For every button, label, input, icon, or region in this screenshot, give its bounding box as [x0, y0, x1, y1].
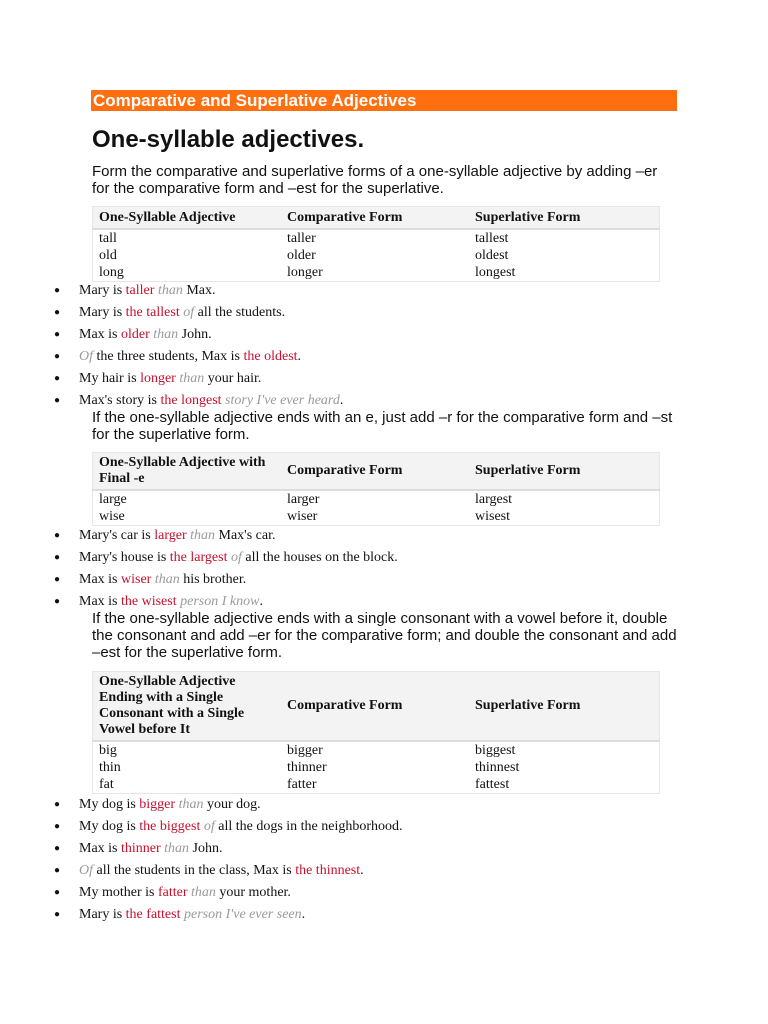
sentence-text: your hair. [204, 371, 262, 386]
bullet-icon: ● [54, 329, 61, 340]
connector-word: story I've ever heard [225, 393, 340, 408]
connector-word: than [157, 283, 183, 298]
adjective-form: the thinnest [295, 863, 361, 878]
table-row: old older oldest [99, 248, 509, 263]
sentence-text: Mary is [79, 283, 126, 298]
table-header: One-Syllable Adjective Ending with a Single Consonant with a Single Vowel before It [93, 672, 282, 742]
sentence-text: My mother is [79, 885, 158, 900]
sentence-text: . [339, 393, 344, 408]
bullet-icon: ● [54, 574, 61, 585]
sentence-text: . [259, 594, 263, 609]
sentence-text: Mary is [79, 907, 126, 922]
adjective-form: taller [125, 283, 155, 298]
adjective-form: the largest [169, 550, 228, 565]
section-banner: Comparative and Superlative Adjectives [91, 90, 677, 111]
bullet-icon: ● [54, 865, 61, 876]
connector-word: than [190, 885, 216, 900]
list-item [0, 794, 403, 816]
sentence-text: all the students in the class, Max is [93, 863, 296, 878]
adjective-form: thinner [121, 841, 161, 856]
bullet-icon: ● [54, 373, 61, 384]
connector-word: than [164, 841, 190, 856]
table-row: thin thinner thinnest [99, 760, 520, 775]
connector-word: Of [79, 349, 93, 364]
sentence-text: John. [189, 841, 223, 856]
bullet-icon: ● [54, 351, 61, 362]
sentence-text: all the dogs in the neighborhood. [214, 819, 403, 834]
list-item [0, 302, 343, 324]
sentence-text: Max is [79, 572, 121, 587]
list-item [0, 368, 343, 390]
sentence-text: your dog. [203, 797, 261, 812]
connector-word: person I've ever seen [183, 907, 302, 922]
table-header: Comparative Form [281, 672, 469, 742]
list-item [0, 569, 398, 591]
connector-word: than [179, 371, 205, 386]
adjective-form: older [121, 327, 150, 342]
connector-word: of [183, 305, 195, 320]
table-header: Superlative Form [469, 453, 660, 491]
sentence-text: . [297, 349, 302, 364]
example-list-1 [0, 280, 343, 412]
list-item [0, 324, 343, 346]
adjective-form: the tallest [125, 305, 180, 320]
double-consonant-paragraph: If the one-syllable adjective ends with a single consonant with a vowel before it, double the consonant and add –er for the comparative form; and double the consonant and add –est for the superlative form. [92, 610, 677, 661]
bullet-icon: ● [54, 530, 61, 541]
adjective-form: the wisest [121, 594, 177, 609]
sentence-text: Mary's house is [79, 550, 170, 565]
adjective-form: the biggest [139, 819, 201, 834]
adjective-form: fatter [157, 885, 188, 900]
connector-word: Of [79, 863, 93, 878]
sentence-text: all the houses on the block. [241, 550, 398, 565]
table-row: large larger largest [99, 492, 513, 507]
table-header: Comparative Form [281, 207, 469, 230]
table-header: One-Syllable Adjective with Final -e [93, 453, 282, 491]
connector-word: than [190, 528, 216, 543]
sentence-text: all the students. [194, 305, 286, 320]
adjective-form: larger [154, 528, 187, 543]
table-header: Superlative Form [469, 672, 660, 742]
connector-word: of [203, 819, 215, 834]
connector-word: than [154, 572, 180, 587]
page-title: One-syllable adjectives. [92, 126, 365, 153]
sentence-text: . [301, 907, 306, 922]
example-list-2 [0, 525, 398, 613]
sentence-text: My hair is [79, 371, 141, 386]
adjective-form: bigger [139, 797, 176, 812]
adjective-form: the oldest [243, 349, 298, 364]
bullet-icon: ● [54, 552, 61, 563]
table-double-consonant [92, 671, 660, 794]
sentence-text: John. [178, 327, 212, 342]
table-header: Superlative Form [469, 207, 660, 230]
list-item [0, 816, 403, 838]
sentence-text: Max is [79, 327, 121, 342]
final-e-paragraph: If the one-syllable adjective ends with an e, just add –r for the comparative form and –st for the superlative form. [92, 409, 673, 443]
table-final-e [92, 452, 660, 526]
sentence-text: Max is [79, 841, 121, 856]
adjective-form: the longest [160, 393, 222, 408]
list-item [0, 904, 403, 926]
sentence-text: your mother. [215, 885, 291, 900]
intro-paragraph: Form the comparative and superlative forms of a one-syllable adjective by adding –er for the comparative form and –est for the superlative. [92, 163, 658, 197]
table-header: One-Syllable Adjective [93, 207, 282, 230]
sentence-text: Max's car. [215, 528, 276, 543]
sentence-text: Mary's car is [79, 528, 155, 543]
sentence-text: My dog is [79, 819, 140, 834]
adjective-form: wiser [121, 572, 152, 587]
sentence-text: Max's story is [79, 393, 161, 408]
table-header: Comparative Form [281, 453, 469, 491]
table-row: big bigger biggest [99, 743, 516, 758]
list-item [0, 280, 343, 302]
list-item [0, 860, 403, 882]
table-row: fat fatter fattest [99, 777, 510, 792]
bullet-icon: ● [54, 596, 61, 607]
bullet-icon: ● [54, 887, 61, 898]
list-item [0, 525, 398, 547]
table-row: tall taller tallest [99, 231, 509, 246]
list-item [0, 547, 398, 569]
list-item [0, 838, 403, 860]
example-list-3 [0, 794, 403, 926]
sentence-text: his brother. [179, 572, 247, 587]
adjective-form: longer [140, 371, 176, 386]
table-one-syllable [92, 206, 660, 282]
connector-word: of [230, 550, 242, 565]
bullet-icon: ● [54, 307, 61, 318]
connector-word: than [153, 327, 179, 342]
sentence-text: Max is [79, 594, 121, 609]
bullet-icon: ● [54, 285, 61, 296]
bullet-icon: ● [54, 909, 61, 920]
list-item [0, 882, 403, 904]
sentence-text: My dog is [79, 797, 140, 812]
bullet-icon: ● [54, 395, 61, 406]
adjective-form: the fattest [125, 907, 181, 922]
sentence-text: . [360, 863, 364, 878]
sentence-text: Mary is [79, 305, 126, 320]
table-row: long longer longest [99, 265, 516, 280]
list-item [0, 346, 343, 368]
connector-word: person I know [180, 594, 260, 609]
bullet-icon: ● [54, 799, 61, 810]
connector-word: than [178, 797, 204, 812]
bullet-icon: ● [54, 843, 61, 854]
bullet-icon: ● [54, 821, 61, 832]
table-row: wise wiser wisest [99, 509, 510, 524]
sentence-text: the three students, Max is [93, 349, 244, 364]
sentence-text: Max. [182, 283, 216, 298]
